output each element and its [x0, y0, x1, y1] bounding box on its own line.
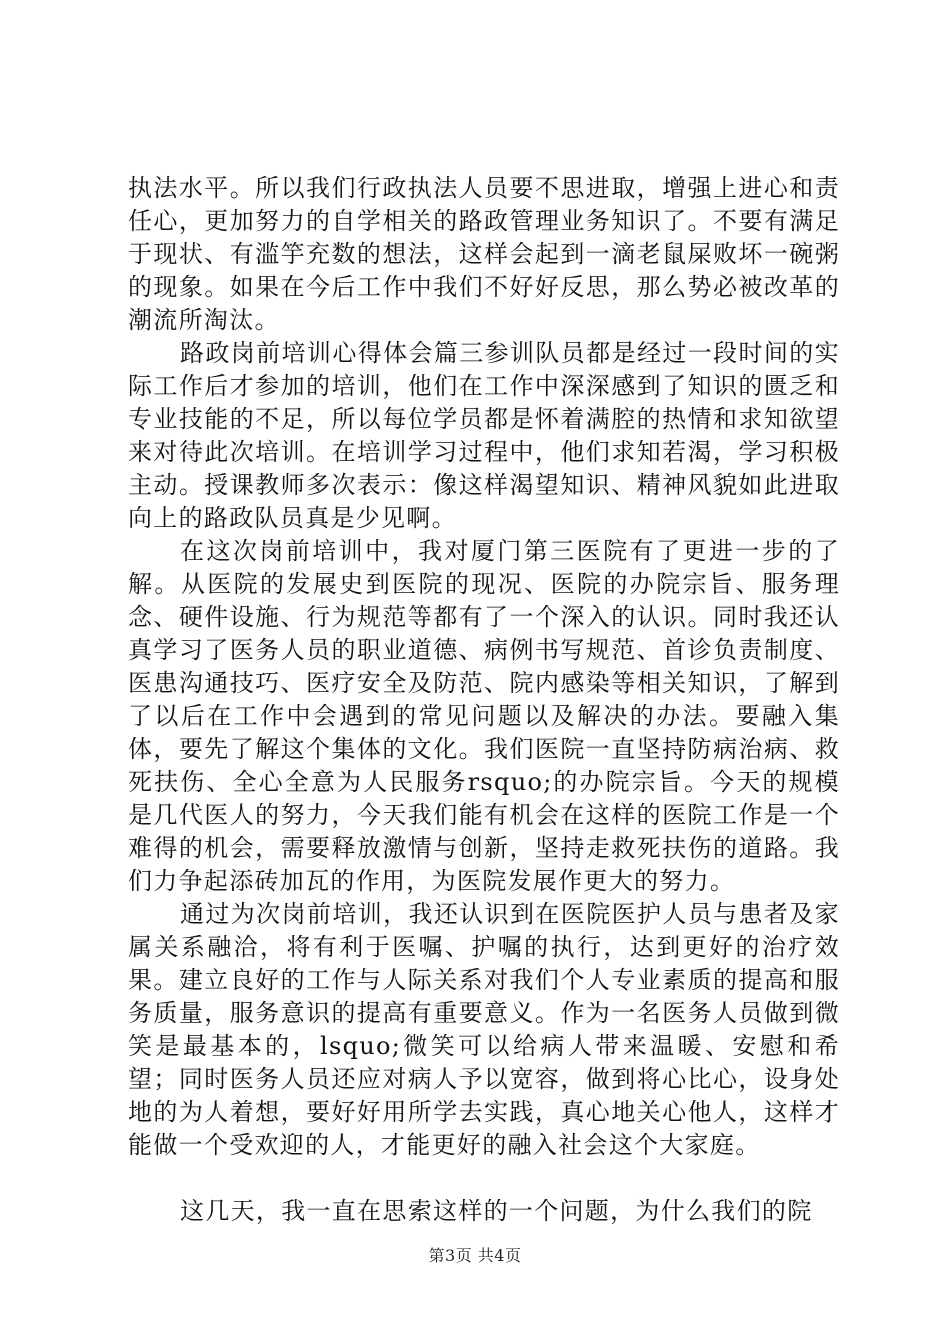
paragraph: 通过为次岗前培训，我还认识到在医院医护人员与患者及家属关系融洽，将有利于医嘱、护嘱的执行，达到更好的治疗效果。建立良好的工作与人际关系对我们个人专业素质的提高和服务质量，服务意识的提高有重要意义。作为一名医务人员做到微笑是最基本的，lsquo;微笑可以给病人带来温暖、安慰和希望；同时医务人员还应对病人予以宽容，做到将心比心，设身处地的为人着想，要好好用所学去实践，真心地关心他人，这样才能做一个受欢迎的人，才能更好的融入社会这个大家庭。: [128, 900, 840, 1159]
page-number-footer: 第3页 共4页: [428, 1246, 522, 1265]
document-body: [128, 172, 840, 1228]
paragraph-continued: 执法水平。所以我们行政执法人员要不思进取，增强上进心和责任心，更加努力的自学相关的路政管理业务知识了。不要有满足于现状、有滥竽充数的想法，这样会起到一滴老鼠屎败坏一碗粥的现象。如果在今后工作中我们不好好反思，那么势必被改革的潮流所淘汰。: [128, 174, 840, 334]
paragraph: 路政岗前培训心得体会篇三参训队员都是经过一段时间的实际工作后才参加的培训，他们在工作中深深感到了知识的匮乏和专业技能的不足，所以每位学员都是怀着满腔的热情和求知欲望来对待此次培训。在培训学习过程中，他们求知若渴，学习积极主动。授课教师多次表示：像这样渴望知识、精神风貌如此进取向上的路政队员真是少见啊。: [128, 339, 840, 532]
paragraph: 这几天，我一直在思索这样的一个问题，为什么我们的院: [180, 1197, 813, 1225]
paragraph: 在这次岗前培训中，我对厦门第三医院有了更进一步的了解。从医院的发展史到医院的现况、医院的办院宗旨、服务理念、硬件设施、行为规范等都有了一个深入的认识。同时我还认真学习了医务人员的职业道德、病例书写规范、首诊负责制度、医患沟通技巧、医疗安全及防范、院内感染等相关知识，了解到了以后在工作中会遇到的常见问题以及解决的办法。要融入集体，要先了解这个集体的文化。我们医院一直坚持防病治病、救死扶伤、全心全意为人民服务rsquo;的办院宗旨。今天的规模是几代医人的努力，今天我们能有机会在这样的医院工作是一个难得的机会，需要释放激情与创新，坚持走救死扶伤的道路。我们力争起添砖加瓦的作用，为医院发展作更大的努力。: [128, 537, 840, 895]
